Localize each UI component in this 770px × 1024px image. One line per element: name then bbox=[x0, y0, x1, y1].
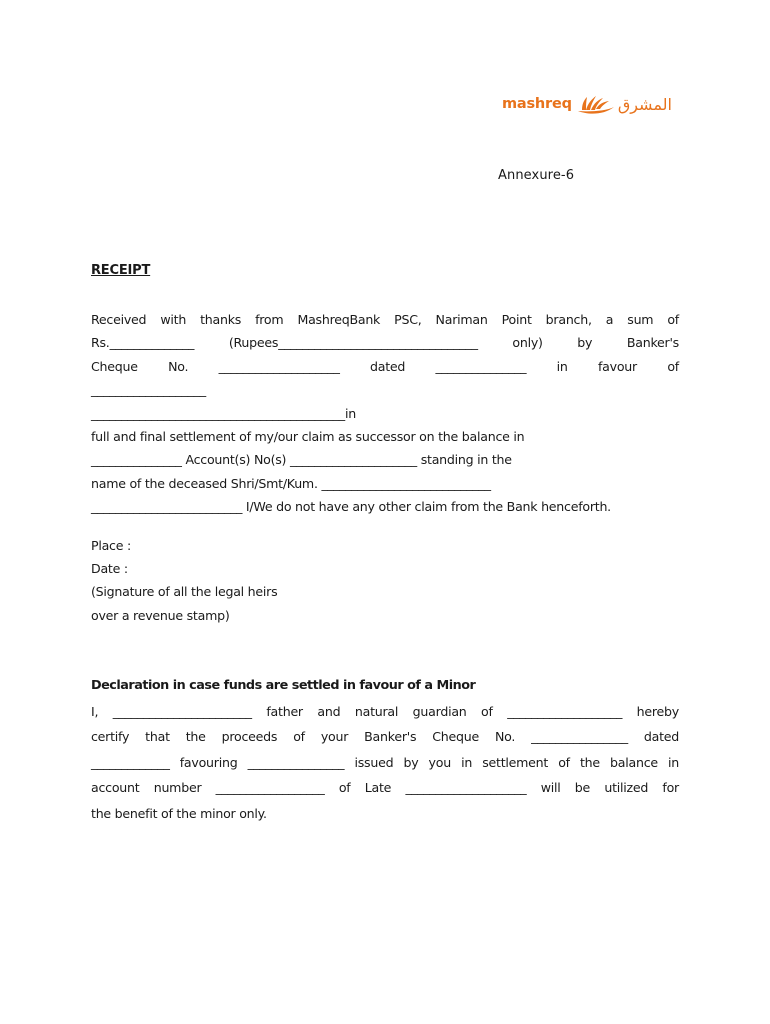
receipt-line: ___________________ bbox=[91, 382, 206, 398]
signature-note: (Signature of all the legal heirs bbox=[91, 584, 278, 600]
annexure-label: Annexure-6 bbox=[498, 168, 575, 183]
receipt-line: full and final settlement of my/our claim as successor on the balance in bbox=[91, 428, 525, 444]
receipt-line: Rs.______________ (Rupees_________________________________ only) by Banker's bbox=[91, 335, 679, 351]
declaration-title: Declaration in case funds are settled in favour of a Minor bbox=[91, 678, 476, 694]
mashreq-logo bbox=[502, 90, 672, 118]
place-label: Place : bbox=[91, 537, 131, 553]
declaration-line: certify that the proceeds of your Banker's Cheque No. ________________ dated bbox=[91, 729, 679, 745]
declaration-line: I, _______________________ father and natural guardian of ___________________ hereby bbox=[91, 704, 679, 720]
signature-note: over a revenue stamp) bbox=[91, 607, 230, 623]
declaration-line: the benefit of the minor only. bbox=[91, 805, 267, 821]
receipt-line: _______________ Account(s) No(s) _____________________ standing in the bbox=[91, 452, 512, 468]
logo-arabic-text: المشرق bbox=[617, 94, 672, 114]
declaration-paragraph bbox=[91, 699, 679, 826]
receipt-paragraph bbox=[91, 308, 679, 519]
receipt-line: __________________________________________in bbox=[91, 405, 356, 421]
document-body bbox=[91, 262, 679, 826]
receipt-line: _________________________ I/We do not have any other claim from the Bank henceforth. bbox=[91, 499, 611, 515]
declaration-line: _____________ favouring ________________ issued by you in settlement of the balance in bbox=[91, 754, 679, 770]
signature-block bbox=[91, 534, 679, 628]
date-label: Date : bbox=[91, 560, 128, 576]
declaration-line: account number __________________ of Late ____________________ will be utilized for bbox=[91, 780, 679, 796]
receipt-line: name of the deceased Shri/Smt/Kum. ____________________________ bbox=[91, 475, 491, 491]
receipt-line: Received with thanks from MashreqBank PSC, Nariman Point branch, a sum of bbox=[91, 312, 679, 327]
mashreq-sunburst-icon bbox=[576, 91, 616, 117]
receipt-title: RECEIPT bbox=[91, 263, 151, 278]
receipt-line: Cheque No. ____________________ dated _______________ in favour of bbox=[91, 358, 679, 374]
logo-text: mashreq bbox=[502, 96, 572, 112]
